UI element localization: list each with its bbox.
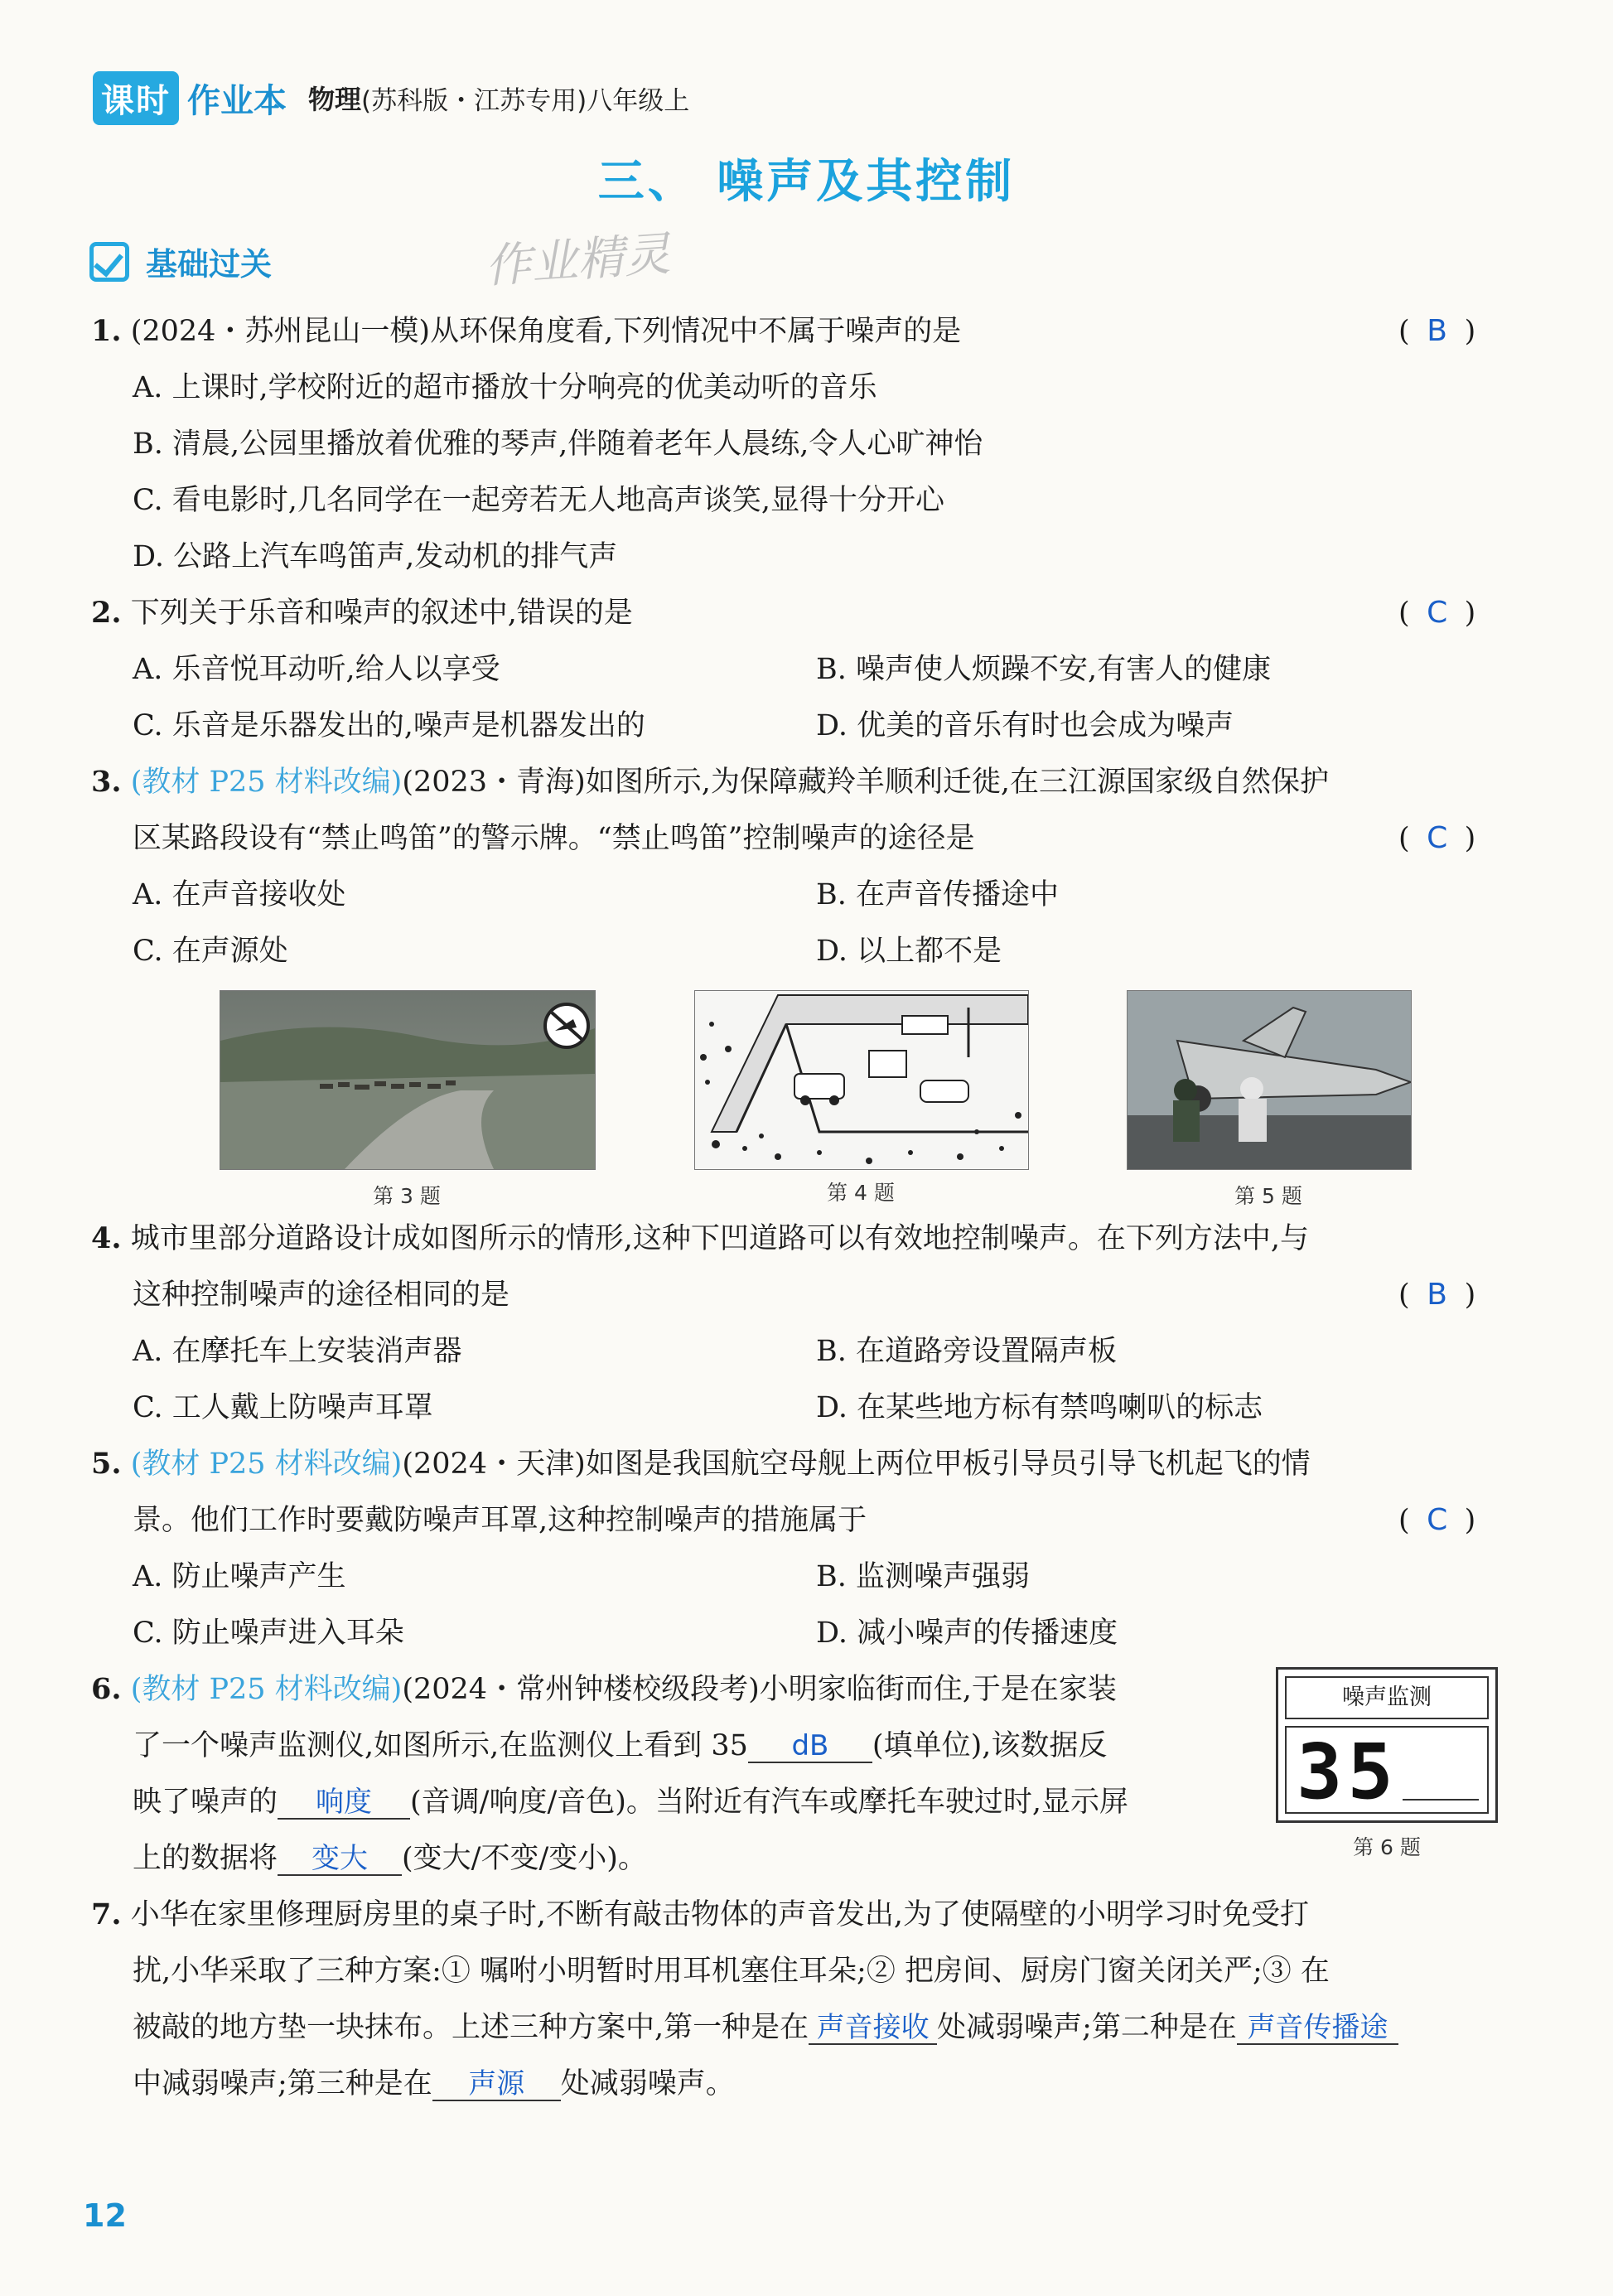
q6-stem-line4: 上的数据将 变大 (变大/不变/变小)。 [133, 1842, 647, 1875]
q2-option-a: A. 乐音悦耳动听,给人以享受 [133, 653, 500, 686]
figure-4-caption: 第 4 题 [827, 1181, 895, 1205]
q4-option-c: C. 工人戴上防噪声耳罩 [133, 1391, 433, 1424]
section-heading [89, 239, 272, 284]
q5-stem-line2: 景。他们工作时要戴防噪声耳罩,这种控制噪声的措施属于 [133, 1504, 867, 1537]
q1-answer: ( B ) [1398, 314, 1476, 348]
q4-option-d: D. 在某些地方标有禁鸣喇叭的标志 [816, 1391, 1263, 1424]
figure-3-caption: 第 3 题 [373, 1184, 441, 1208]
header-grade: 八年级上 [587, 85, 690, 116]
q2-stem: 2. 下列关于乐音和噪声的叙述中,错误的是 [91, 596, 633, 630]
q3-answer: ( C ) [1398, 821, 1476, 855]
q5-stem-line1: 5. (教材 P25 材料改编)(2024・天津)如图是我国航空母舰上两位甲板引导员引导飞机起飞的情 [91, 1447, 1311, 1481]
q7-line3: 被敲的地方垫一块抹布。上述三种方案中,第一种是在 声音接收 处减弱噪声;第二种是在 声音传播途 [133, 2009, 1398, 2046]
brand-book: 作业本 [187, 81, 287, 120]
section-label: 基础过关 [146, 246, 273, 283]
watermark: 作业精灵 [483, 227, 673, 294]
q3-option-b: B. 在声音传播途中 [816, 878, 1059, 911]
q3-option-c: C. 在声源处 [133, 935, 288, 968]
monitor-unit-line [1403, 1799, 1479, 1801]
q5-option-b: B. 监测噪声强弱 [816, 1560, 1030, 1593]
q2-option-d: D. 优美的音乐有时也会成为噪声 [816, 709, 1234, 742]
noise-monitor [1276, 1667, 1498, 1823]
q4-option-a: A. 在摩托车上安装消声器 [133, 1335, 462, 1368]
figure-6-caption: 第 6 题 [1353, 1835, 1421, 1859]
header-brand [93, 73, 689, 123]
q6-blank-unit[interactable]: dB [748, 1730, 872, 1763]
q1-option-c: C. 看电影时,几名同学在一起旁若无人地高声谈笑,显得十分开心 [133, 484, 945, 517]
q2-answer: ( C ) [1398, 596, 1476, 630]
q5-option-a: A. 防止噪声产生 [133, 1560, 346, 1593]
q4-option-b: B. 在道路旁设置隔声板 [816, 1335, 1117, 1368]
monitor-screen [1285, 1726, 1489, 1814]
monitor-title: 噪声监测 [1285, 1676, 1489, 1719]
q2-option-b: B. 噪声使人烦躁不安,有害人的健康 [816, 653, 1272, 686]
monitor-reading: 35 [1297, 1728, 1398, 1816]
q1-option-a: A. 上课时,学校附近的超市播放十分响亮的优美动听的音乐 [133, 371, 877, 404]
q7-line4: 中减弱噪声;第三种是在 声源 处减弱噪声。 [133, 2067, 735, 2100]
q6-stem-line1: 6. (教材 P25 材料改编)(2024・常州钟楼校级段考)小明家临街而住,于是在家装 [91, 1672, 1117, 1706]
figure-3-photo [220, 990, 596, 1170]
q1-stem: 1. (2024・苏州昆山一模)从环保角度看,下列情况中不属于噪声的是 [91, 314, 962, 348]
q2-option-c: C. 乐音是乐器发出的,噪声是机器发出的 [133, 709, 645, 742]
figure-5-photo [1127, 990, 1412, 1170]
q5-answer: ( C ) [1398, 1503, 1476, 1537]
q4-stem-line2: 这种控制噪声的途径相同的是 [133, 1279, 510, 1312]
page-title: 三、 噪声及其控制 [597, 155, 1016, 209]
q6-blank-property[interactable]: 响度 [278, 1786, 410, 1820]
q7-line1: 7. 小华在家里修理厨房里的桌子时,不断有敲击物体的声音发出,为了使隔壁的小明学习时免受打 [91, 1897, 1309, 1931]
q4-answer: ( B ) [1398, 1278, 1476, 1312]
brand-logo: 课时 [93, 71, 179, 125]
q6-blank-change[interactable]: 变大 [278, 1843, 402, 1876]
q7-blank-3[interactable]: 声源 [432, 2068, 561, 2101]
q6-stem-line2: 了一个噪声监测仪,如图所示,在监测仪上看到 35 dB (填单位),该数据反 [133, 1729, 1108, 1762]
q1-option-d: D. 公路上汽车鸣笛声,发动机的排气声 [133, 540, 618, 573]
q5-option-d: D. 减小噪声的传播速度 [816, 1617, 1118, 1650]
q3-stem-line1: 3. (教材 P25 材料改编)(2023・青海)如图所示,为保障藏羚羊顺利迁徙,在三江源国家级自然保护 [91, 765, 1329, 799]
q7-line2: 扰,小华采取了三种方案:① 嘱咐小明暂时用耳机塞住耳朵;② 把房间、厨房门窗关闭关严;③ 在 [133, 1955, 1330, 1988]
q4-stem-line1: 4. 城市里部分道路设计成如图所示的情形,这种下凹道路可以有效地控制噪声。在下列方法中,与 [91, 1221, 1309, 1255]
q3-option-d: D. 以上都不是 [816, 935, 1002, 968]
q3-option-a: A. 在声音接收处 [133, 878, 346, 911]
page-number: 12 [83, 2197, 127, 2234]
q5-option-c: C. 防止噪声进入耳朵 [133, 1617, 404, 1650]
checkbox-icon [89, 242, 129, 282]
q3-stem-line2: 区某路段设有“禁止鸣笛”的警示牌。“禁止鸣笛”控制噪声的途径是 [133, 822, 975, 855]
q7-blank-2[interactable]: 声音传播途 [1237, 2012, 1398, 2045]
figure-4-drawing [694, 990, 1029, 1170]
header-edition: (苏科版・江苏专用) [361, 85, 587, 116]
q6-stem-line3: 映了噪声的 响度 (音调/响度/音色)。当附近有汽车或摩托车驶过时,显示屏 [133, 1786, 1129, 1819]
q1-option-b: B. 清晨,公园里播放着优雅的琴声,伴随着老年人晨练,令人心旷神怡 [133, 428, 983, 461]
q7-blank-1[interactable]: 声音接收 [809, 2012, 937, 2045]
header-subject: 物理 [308, 84, 362, 115]
figure-5-caption: 第 5 题 [1234, 1184, 1302, 1208]
